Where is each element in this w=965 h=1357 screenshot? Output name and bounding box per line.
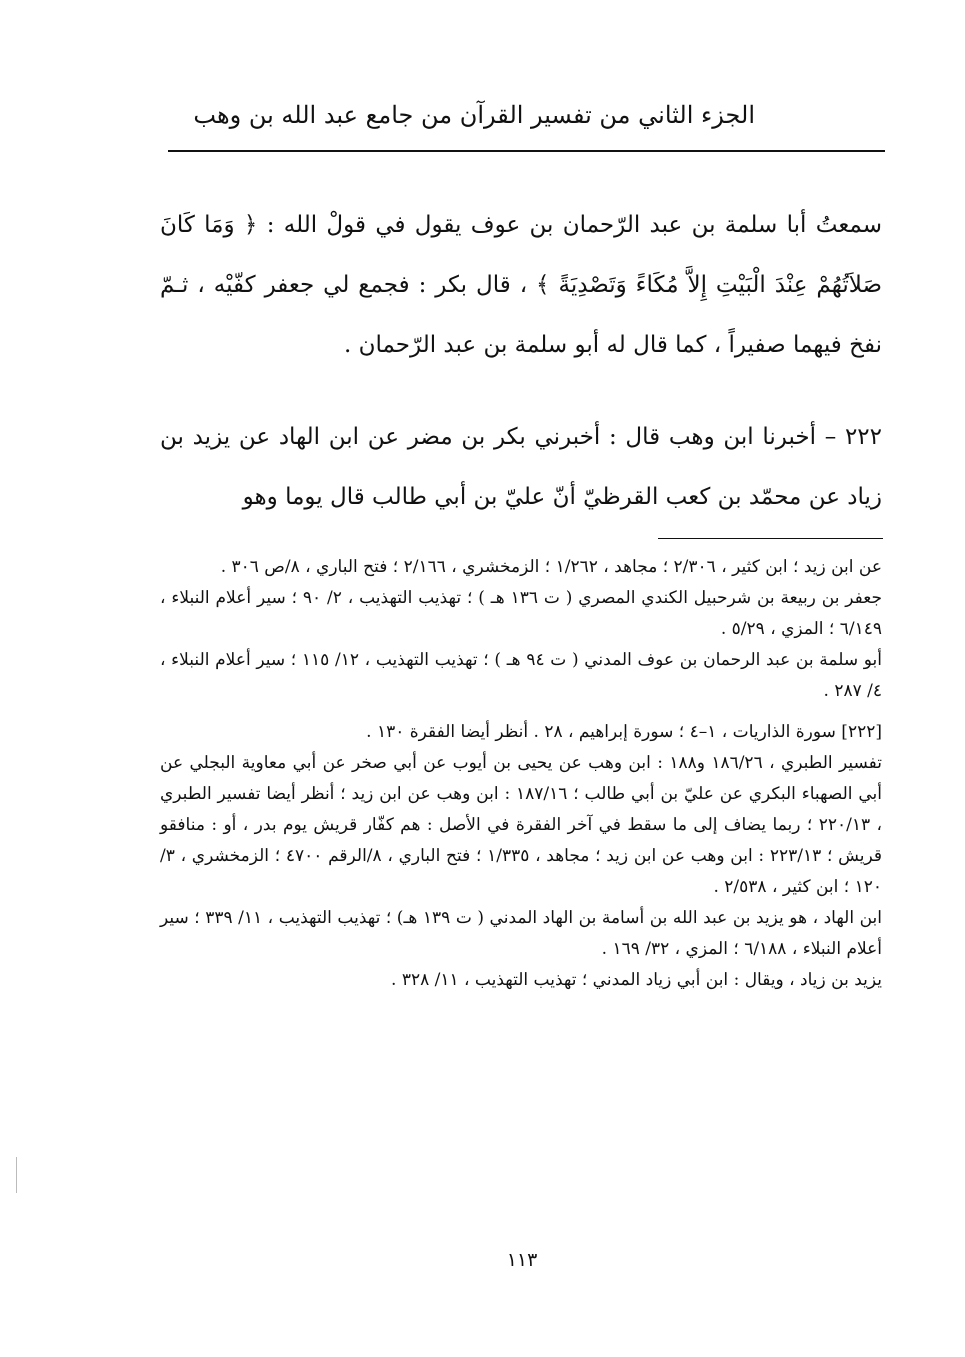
footnote: يزيد بن زياد ، ويقال : ابن أبي زياد المدني ؛ تهذيب التهذيب ، ١١/ ٣٢٨ . bbox=[391, 970, 882, 990]
header-rule bbox=[168, 150, 885, 152]
footnote: جعفر بن ربيعة بن شرحبيل الكندي المصري ( ت ١٣٦ هـ ) ؛ تهذيب التهذيب ، ٢/ ٩٠ ؛ سير أعلام النبلاء ، ٦/١٤٩ ؛ المزي ، ٥/٢٩ . bbox=[160, 588, 882, 639]
footnote: تفسير الطبري ، ١٨٦/٢٦ و١٨٨ : ابن وهب عن يحيى بن أيوب عن أبي صخر عن أبي معاوية البجلي عن أبي الصهباء البكري عن عليّ بن أبي طالب ؛ ١٨٧/١٦ : ابن وهب عن ابن زيد ؛ أنظر أيضا تفسير الطبري ، ٢٢٠/١٣ ؛ ربما يضاف إلى ما سقط في آخر الفقرة في الأصل : هم كفّار قريش يوم بدر ، أو : منافقو قريش ؛ ٢٢٣/١٣ : ابن وهب عن ابن زيد ؛ مجاهد ، ١/٣٣٥ ؛ فتح الباري ، ٨/الرقم ٤٧٠٠ ؛ الزمخشري ، ٣/ ١٢٠ ؛ ابن كثير ، ٢/٥٣٨ . bbox=[160, 753, 882, 897]
main-text bbox=[160, 195, 882, 527]
footnote: أبو سلمة بن عبد الرحمان بن عوف المدني ( ت ٩٤ هـ ) ؛ تهذيب التهذيب ، ١٢/ ١١٥ ؛ سير أعلام النبلاء ، ٤/ ٢٨٧ . bbox=[160, 650, 882, 701]
footnote: [٢٢٢] سورة الذاريات ، ١–٤ ؛ سورة إبراهيم ، ٢٨ . أنظر أيضا الفقرة ١٣٠ . bbox=[366, 722, 882, 742]
main-paragraph: سمعتُ أبا سلمة بن عبد الرّحمان بن عوف يقول في قولْ الله : ﴿ وَمَا كَانَ صَلاَتُهُمْ عِنْدَ الْبَيْتِ إِلاَّ مُكَاءً وَتَصْدِيَةً ﴾ ، قال بكر : فجمع لي جعفر كفّيْه ، ثـمّ نفخ فيهما صفيراً ، كما قال له أبو سلمة بن عبد الرّحمان . bbox=[160, 212, 882, 358]
main-paragraph: ٢٢٢ – أخبرنا ابن وهب قال : أخبرني بكر بن مضر عن ابن الهاد عن يزيد بن زياد عن محمّد بن كعب القرظيّ أنّ عليّ بن أبي طالب قال يوما وهو bbox=[160, 424, 882, 510]
page-number: ١١٣ bbox=[506, 1249, 538, 1271]
running-header: الجزء الثاني من تفسير القرآن من جامع عبد الله بن وهب bbox=[193, 101, 755, 129]
scan-margin-mark bbox=[16, 1157, 17, 1193]
footnote: ابن الهاد ، هو يزيد بن عبد الله بن أسامة بن الهاد المدني ( ت ١٣٩ هـ) ؛ تهذيب التهذيب ، ١١/ ٣٣٩ ؛ سير أعلام النبلاء ، ٦/١٨٨ ؛ المزي ، ٣٢/ ١٦٩ . bbox=[160, 908, 883, 959]
footnotes bbox=[160, 552, 882, 996]
footnote-separator bbox=[658, 538, 883, 539]
footnote: عن ابن زيد ؛ ابن كثير ، ٢/٣٠٦ ؛ مجاهد ، ١/٢٦٢ ؛ الزمخشري ، ٢/١٦٦ ؛ فتح الباري ، ٨/ص ٣٠٦ . bbox=[220, 557, 882, 577]
